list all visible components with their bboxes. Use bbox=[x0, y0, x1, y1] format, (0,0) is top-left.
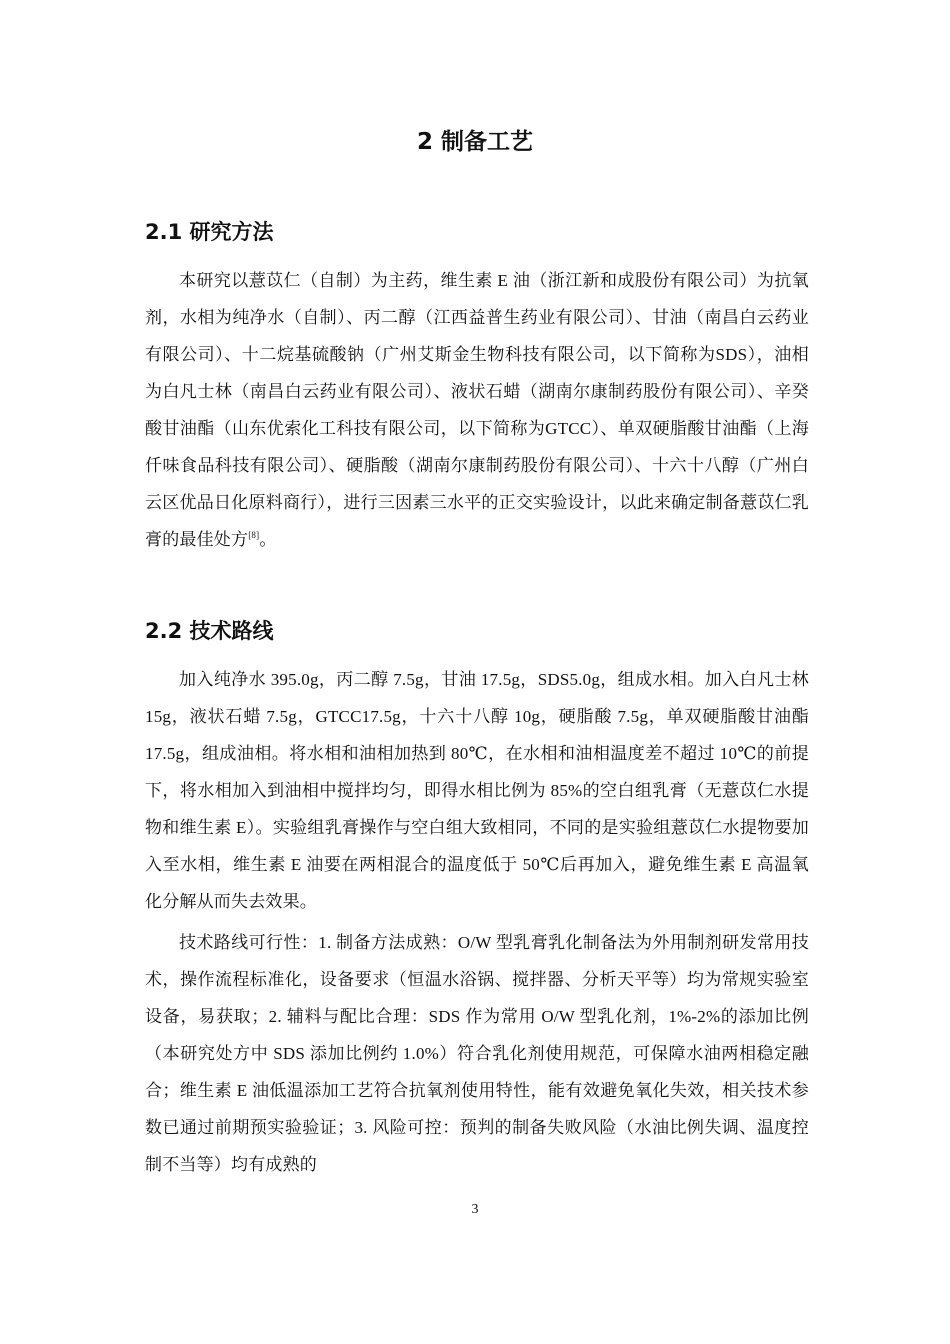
paragraph-tail: 。 bbox=[259, 530, 277, 549]
chapter-title: 2 制备工艺 bbox=[416, 129, 533, 155]
paragraph-technical-route-process: 加入纯净水 395.0g，丙二醇 7.5g，甘油 17.5g，SDS5.0g，组成水相。加入白凡士林 15g，液状石蜡 7.5g，GTCC17.5g，十六十八醇 10g，硬脂酸 7.5g，单双硬脂酸甘油酯 17.5g，组成油相。将水相和油相加热到 80℃，在水相和油相温度差不超过 10℃的前提下，将水相加入到油相中搅拌均匀，即得水相比例为 85%的空白组乳膏（无薏苡仁水提物和维生素 E）。实验组乳膏操作与空白组大致相同，不同的是实验组薏苡仁水提物要加入至水相，维生素 E 油要在两相混合的温度低于 50℃后再加入，避免维生素 E 高温氧化分解从而失去效果。 bbox=[145, 670, 809, 911]
section-heading-research-method: 2.1 研究方法 bbox=[145, 220, 274, 244]
section-heading-technical-route: 2.2 技术路线 bbox=[145, 619, 274, 643]
paragraph-research-method bbox=[145, 262, 809, 558]
page-number: 3 bbox=[471, 1202, 479, 1217]
paragraph-text: 本研究以薏苡仁（自制）为主药，维生素 E 油（浙江新和成股份有限公司）为抗氧剂，水相为纯净水（自制）、丙二醇（江西益普生药业有限公司）、甘油（南昌白云药业有限公司）、十二烷基硫酸钠（广州艾斯金生物科技有限公司，以下简称为SDS），油相为白凡士林（南昌白云药业有限公司）、液状石蜡（湖南尔康制药股份有限公司）、辛癸酸甘油酯（山东优索化工科技有限公司，以下简称为GTCC）、单双硬脂酸甘油酯（上海仟味食品科技有限公司）、硬脂酸（湖南尔康制药股份有限公司）、十六十八醇（广州白云区优品日化原料商行），进行三因素三水平的正交实验设计，以此来确定制备薏苡仁乳膏的最佳处方 bbox=[145, 271, 809, 549]
citation-reference[interactable]: [8] bbox=[248, 530, 260, 540]
paragraph-technical-route-feasibility: 技术路线可行性：1. 制备方法成熟：O/W 型乳膏乳化制备法为外用制剂研发常用技术，操作流程标准化，设备要求（恒温水浴锅、搅拌器、分析天平等）均为常规实验室设备，易获取；2. 辅料与配比合理：SDS 作为常用 O/W 型乳化剂，1%-2%的添加比例（本研究处方中 SDS 添加比例约 1.0%）符合乳化剂使用规范，可保障水油两相稳定融合；维生素 E 油低温添加工艺符合抗氧剂使用特性，能有效避免氧化失效，相关技术参数已通过前期预实验验证；3. 风险可控：预判的制备失败风险（水油比例失调、温度控制不当等）均有成熟的 bbox=[145, 933, 809, 1174]
